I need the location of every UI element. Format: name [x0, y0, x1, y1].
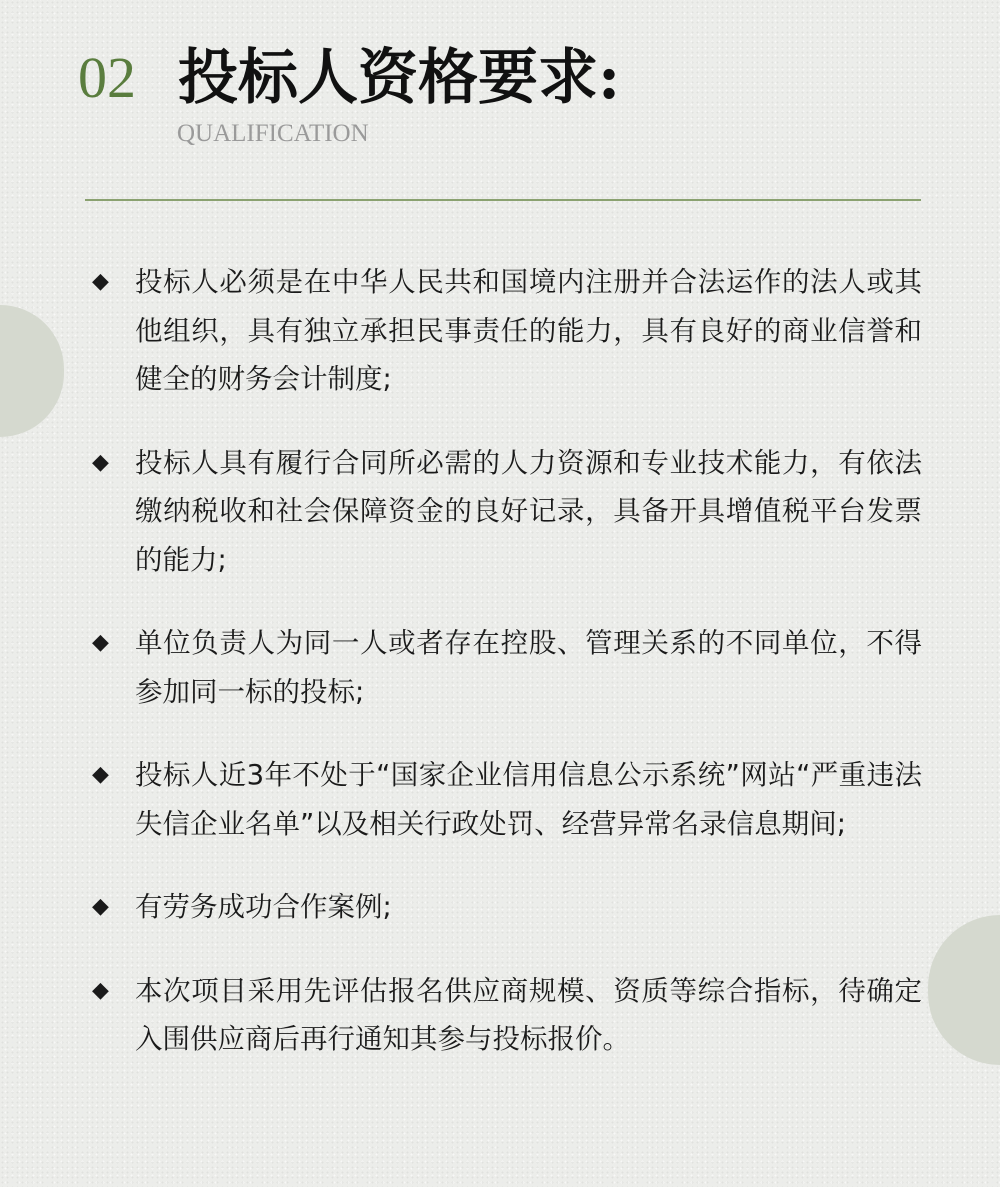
- page-subtitle: QUALIFICATION: [177, 120, 369, 147]
- list-item-text: 投标人具有履行合同所必需的人力资源和专业技术能力，有依法缴纳税收和社会保障资金的良好记录，具备开具增值税平台发票的能力;: [135, 446, 922, 576]
- page-title: 投标人资格要求:: [178, 43, 621, 113]
- diamond-bullet-icon: ◆: [92, 269, 109, 294]
- qualification-list: [92, 258, 922, 1099]
- list-item: [92, 967, 922, 1064]
- list-item-text: 有劳务成功合作案例;: [135, 891, 392, 923]
- list-item-text: 投标人近3年不处于“国家企业信用信息公示系统”网站“严重违法失信企业名单”以及相关行政处罚、经营异常名录信息期间;: [135, 759, 922, 840]
- list-item: [92, 619, 922, 716]
- list-item-text: 本次项目采用先评估报名供应商规模、资质等综合指标，待确定入围供应商后再行通知其参与投标报价。: [135, 974, 922, 1055]
- list-item-text: 单位负责人为同一人或者存在控股、管理关系的不同单位，不得参加同一标的投标;: [135, 627, 922, 708]
- list-item-text: 投标人必须是在中华人民共和国境内注册并合法运作的法人或其他组织，具有独立承担民事责任的能力，具有良好的商业信誉和健全的财务会计制度;: [135, 266, 922, 395]
- decorative-circle-left: [0, 305, 64, 437]
- section-number: 02: [78, 45, 136, 110]
- list-item: [92, 258, 922, 404]
- list-item: [92, 751, 922, 848]
- diamond-bullet-icon: ◆: [92, 630, 109, 655]
- diamond-bullet-icon: ◆: [92, 762, 109, 787]
- list-item: [92, 439, 922, 585]
- diamond-bullet-icon: ◆: [92, 977, 109, 1003]
- diamond-bullet-icon: ◆: [92, 449, 109, 475]
- divider: [85, 199, 921, 201]
- list-item: [92, 883, 922, 932]
- decorative-circle-right: [928, 915, 1000, 1065]
- diamond-bullet-icon: ◆: [92, 894, 109, 919]
